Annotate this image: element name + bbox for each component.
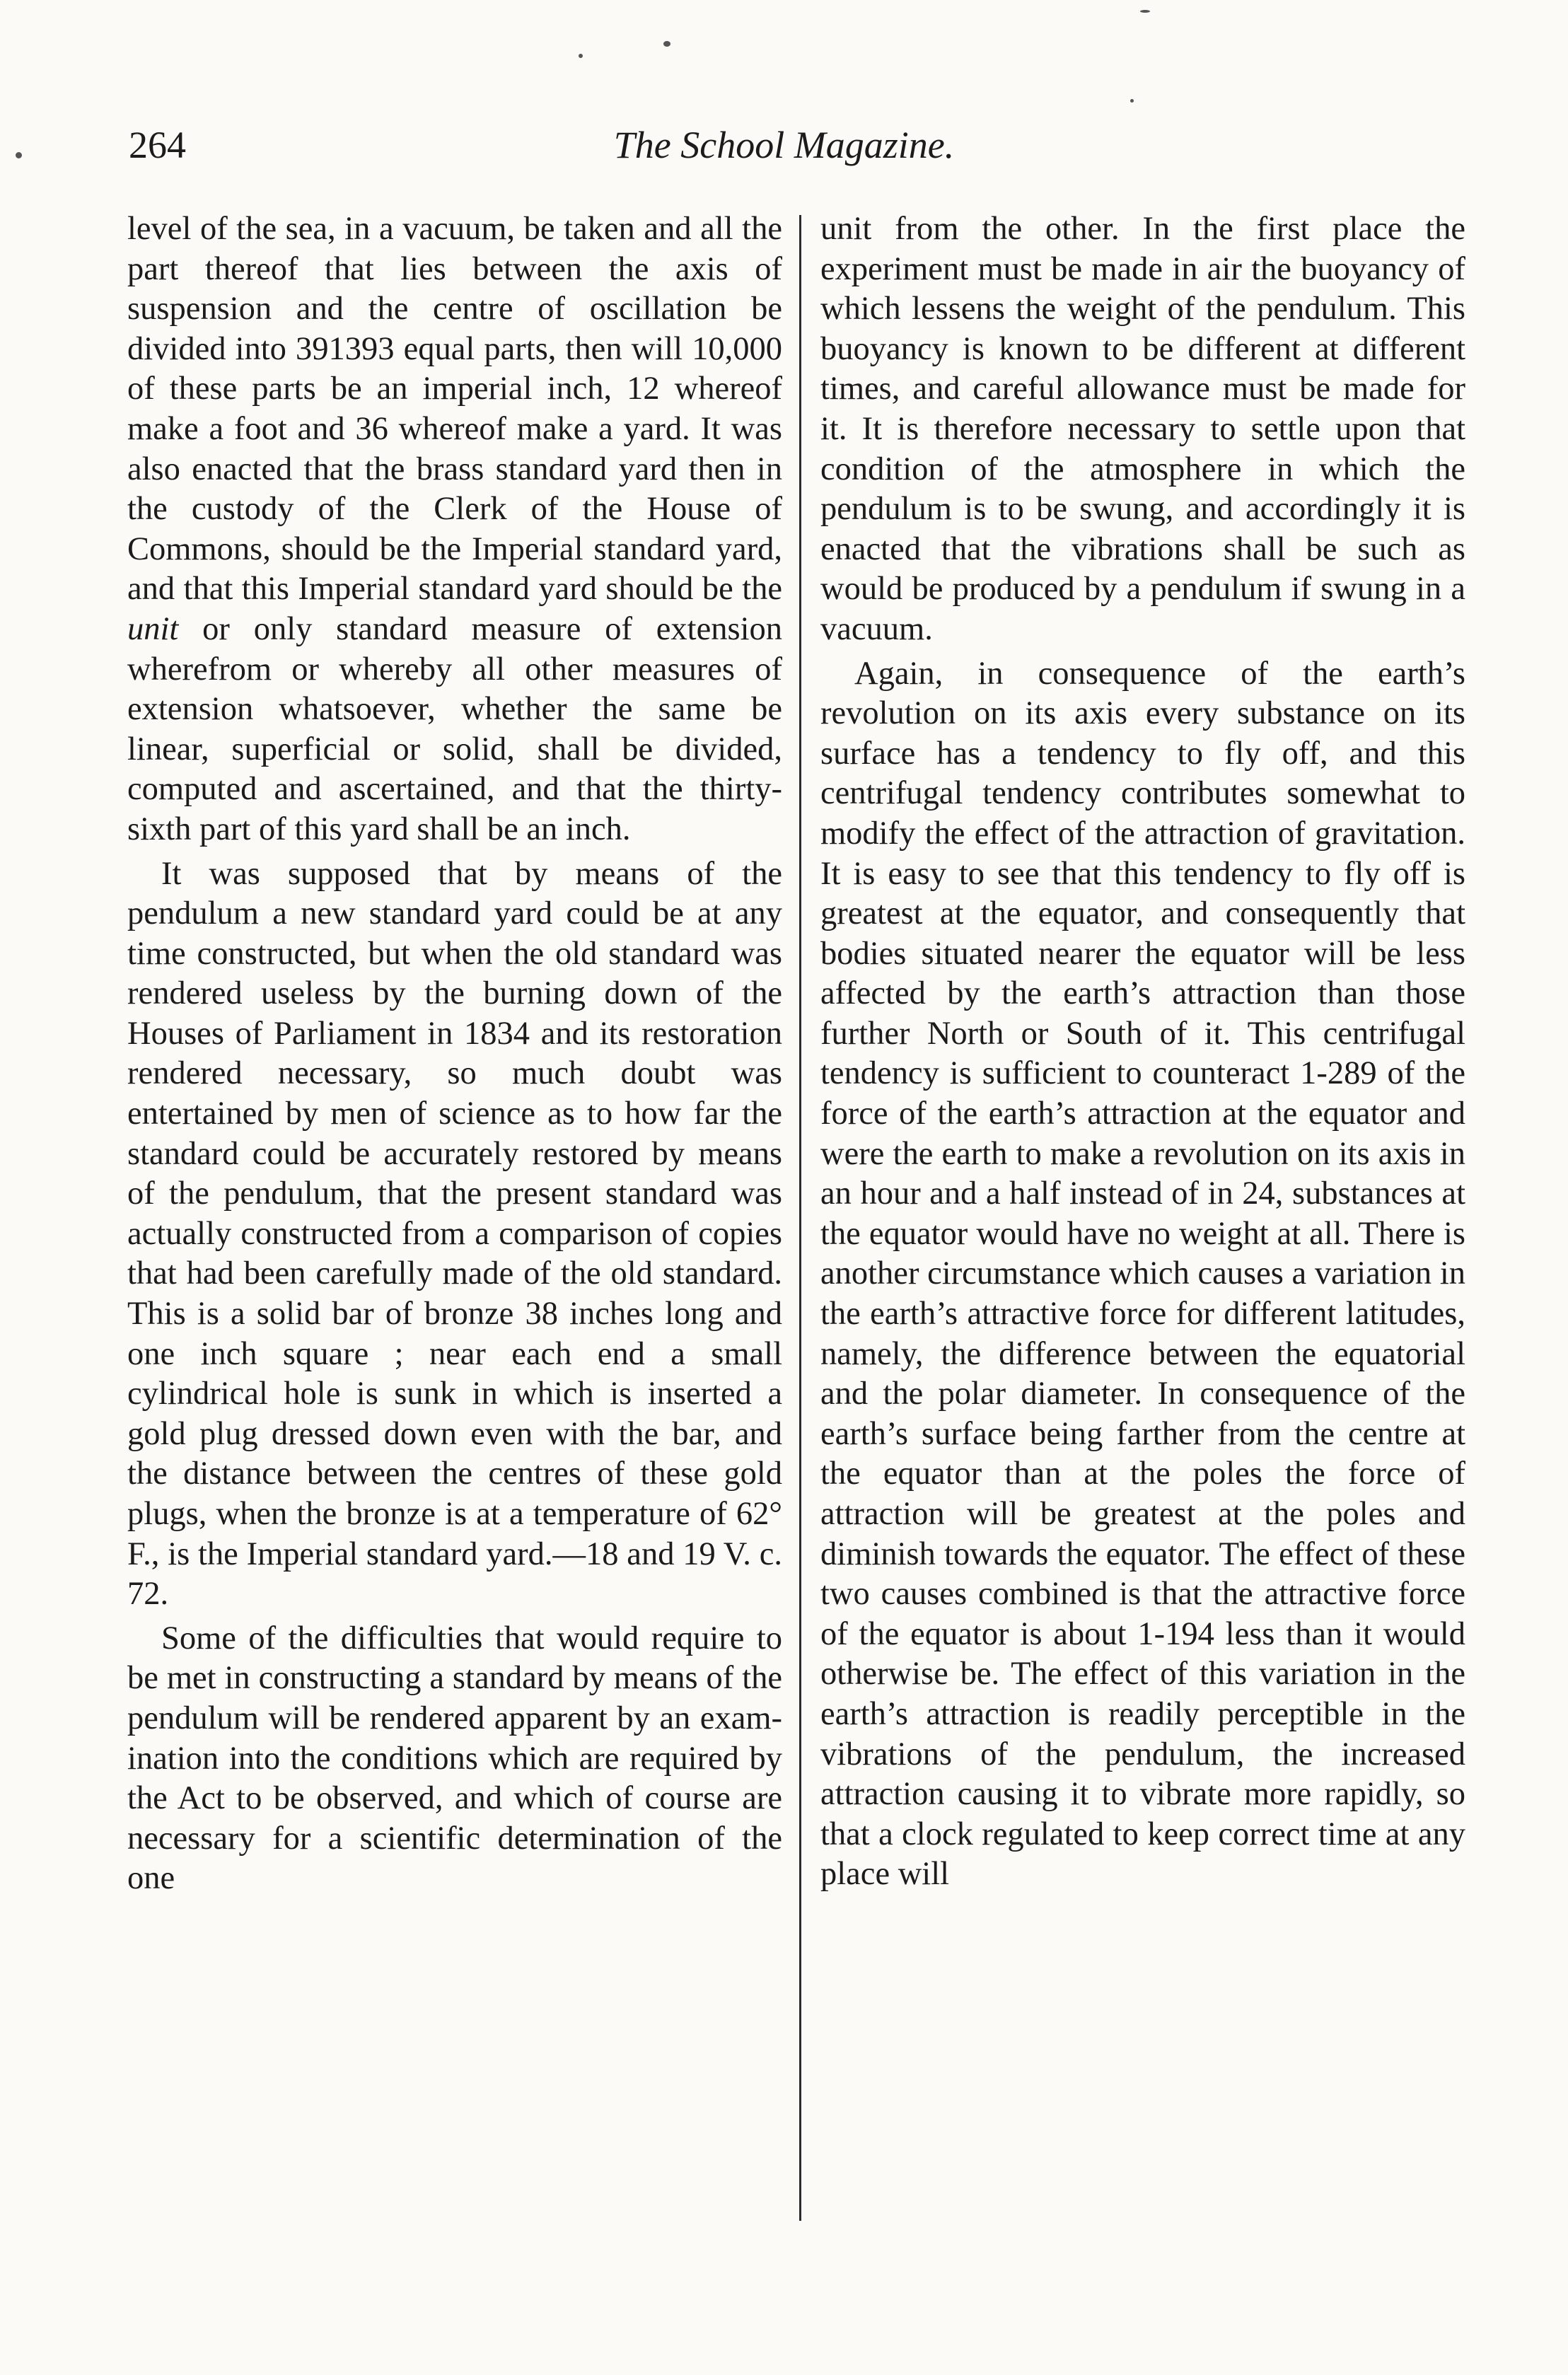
page-number: 264	[129, 124, 186, 166]
paragraph: Some of the difficulties that would require to be met in constructing a standard by means of the pendulum will be rendered apparent by an examination into the conditions which are required by the Act to be observed, and which of course are necessary for a scientific determination of the one	[127, 1620, 782, 1897]
paragraph: unit from the other. In the first place the experiment must be made in air the buoyancy of which lessens the weight of the pendulum. This buoyancy is known to be different at different times, and careful allowance must be made for it. It is therefore necessary to settle upon that condition of the atmosphere in which the pendulum is to be swung, and accordingly it is enacted that the vibrations shall be such as would be produced by a pendulum if swung in a vacuum.	[820, 211, 1465, 647]
paragraph-text: level of the sea, in a vacuum, be taken and all the part thereof that lies between the axis of suspension and the centre of oscillation be divided into 391393 equal parts, then will 10,000 of these parts be an imperial inch, 12 whereof make a foot and 36 whereof make a yard. It was also enacted that the brass standard yard then in the custody of the Clerk of the House of Commons, should be the Imperial standard yard, and that this Imperial standard yard should be the	[127, 211, 782, 608]
running-title: The School Magazine.	[613, 124, 955, 166]
scan-speck	[16, 152, 22, 158]
paragraph: Again, in consequence of the earth’s revolution on its axis every substance on its surface has a tendency to fly off, and this centrifugal tendency contributes somewhat to modify the effect of the attraction of gravitation. It is easy to see that this tendency to fly off is greatest at the equator, and consequently that bodies situated nearer the equator will be less affected by the earth’s attraction than those further North or South of it. This centrifugal tendency is sufficient to counteract 1-289 of the force of the earth’s attraction at the equator and were the earth to make a revolution on its axis in an hour and a half instead of in 24, substances at the equator would have no weight at all. There is another circumstance which causes a variation in the earth’s attractive force for different latitudes, namely, the difference between the equatorial and the polar diameter. In consequence of the earth’s surface being farther from the centre at the equator than at the poles the force of attraction will be greatest at the poles and diminish towards the equator. The effect of these two causes combined is that the attractive force of the equator is about 1-194 less than it would otherwise be. The effect of this variation in the earth’s attraction is readily perceptible in the vibrations of the pendulum, the increased attraction causing it to vibrate more rapidly, so that a clock regulated to keep correct time at any place will	[820, 655, 1465, 1893]
scan-speck	[1130, 99, 1134, 103]
right-column	[820, 209, 1465, 1899]
paragraph	[127, 209, 782, 850]
paragraph: It was supposed that by means of the pendulum a new standard yard could be at any time constructed, but when the old standard was rendered useless by the burning down of the Houses of Parliament in 1834 and its restoration rendered necessary, so much doubt was entertained by men of science as to how far the standard could be accurately restored by means of the pendulum, that the present standard was actually constructed from a comparison of copies that had been carefully made of the old standard. This is a solid bar of bronze 38 inches long and one inch square ; near each end a small cylindrical hole is sunk in which is inserted a gold plug dressed down even with the bar, and the distance between the centres of these gold plugs, when the bronze is at a temperature of 62° F., is the Imperial standard yard.—18 and 19 V. c. 72.	[127, 855, 782, 1613]
paragraph-text: or only standard measure of extension wherefrom or whereby all other measures of extension whatsoever, whether the same be linear, superficial or solid, shall be divided, computed and ascertained, and that the thirty-sixth part of this yard shall be an inch.	[127, 610, 783, 847]
scan-speck	[579, 54, 583, 58]
left-column	[127, 209, 782, 1903]
italic-word: unit	[127, 610, 179, 647]
scan-speck	[663, 41, 670, 47]
column-rule	[799, 215, 801, 2221]
scan-speck	[1140, 10, 1150, 13]
